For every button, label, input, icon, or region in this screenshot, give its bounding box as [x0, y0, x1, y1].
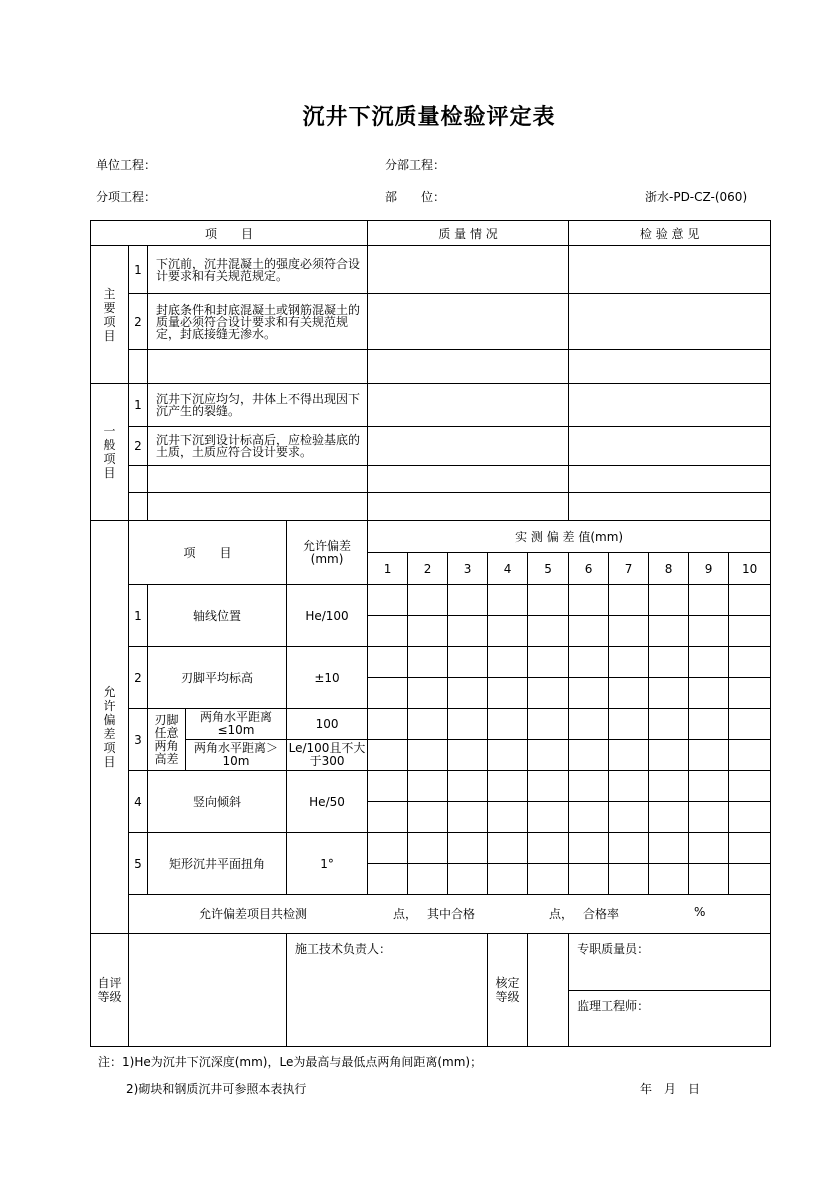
measure-cell[interactable] [488, 864, 528, 895]
measure-cell[interactable] [448, 802, 488, 833]
verify-grade[interactable] [528, 934, 569, 1047]
measure-col-header: 4 [488, 553, 528, 585]
measure-cell[interactable] [649, 740, 689, 771]
opinion-cell[interactable] [569, 294, 771, 350]
main-items-label: 主 要 项 目 [91, 246, 129, 384]
measure-cell[interactable] [649, 678, 689, 709]
measure-cell[interactable] [368, 585, 408, 616]
tolerance-items-label: 允 许 偏 差 项 目 [91, 521, 129, 934]
measure-cell[interactable] [569, 647, 609, 678]
measure-cell[interactable] [569, 585, 609, 616]
empty-cell [129, 493, 148, 521]
empty-cell [129, 350, 148, 384]
measure-cell[interactable] [448, 771, 488, 802]
measure-cell[interactable] [729, 833, 771, 864]
measure-cell[interactable] [528, 647, 569, 678]
measure-cell[interactable] [649, 802, 689, 833]
measure-cell[interactable] [569, 678, 609, 709]
measure-cell[interactable] [448, 678, 488, 709]
summary-rate-label: 合格率 [583, 907, 620, 921]
measure-cell[interactable] [408, 802, 448, 833]
measure-cell[interactable] [488, 833, 528, 864]
measure-cell[interactable] [729, 585, 771, 616]
measure-cell[interactable] [729, 771, 771, 802]
measure-cell[interactable] [609, 616, 649, 647]
measure-cell[interactable] [609, 802, 649, 833]
tol-row3-group: 刃脚 任意 两角 高差 [148, 709, 186, 771]
measure-cell[interactable] [488, 709, 528, 740]
tol-row3-sub2-name: 两角水平距离＞10m [186, 740, 287, 771]
general-item-no: 1 [129, 384, 148, 427]
quality-cell[interactable] [368, 350, 569, 384]
tol-row-no: 2 [129, 647, 148, 709]
tol-row3-sub2-allow: Le/100且不大于300 [287, 740, 368, 771]
measure-cell[interactable] [408, 740, 448, 771]
empty-cell [148, 493, 368, 521]
measure-cell[interactable] [569, 864, 609, 895]
measure-cell[interactable] [368, 647, 408, 678]
measure-cell[interactable] [528, 585, 569, 616]
measure-cell[interactable] [368, 678, 408, 709]
measure-col-header: 8 [649, 553, 689, 585]
measure-cell[interactable] [649, 771, 689, 802]
measure-cell[interactable] [689, 833, 729, 864]
measure-cell[interactable] [729, 647, 771, 678]
tol-row-no: 3 [129, 709, 148, 771]
col-opinion-header: 检 验 意 见 [569, 221, 771, 246]
opinion-cell[interactable] [569, 427, 771, 466]
main-item-text: 下沉前，沉井混凝土的强度必须符合设计要求和有关规范规定。 [148, 246, 368, 294]
measure-cell[interactable] [649, 647, 689, 678]
measure-cell[interactable] [488, 802, 528, 833]
measure-cell[interactable] [448, 833, 488, 864]
general-item-text: 沉井下沉应均匀，井体上不得出现因下沉产生的裂缝。 [148, 384, 368, 427]
tol-row-allow: He/50 [287, 771, 368, 833]
measure-cell[interactable] [408, 833, 448, 864]
tech-lead-cell[interactable] [287, 934, 488, 1047]
measure-cell[interactable] [609, 678, 649, 709]
measure-cell[interactable] [488, 585, 528, 616]
measure-col-header: 2 [408, 553, 448, 585]
measure-col-header: 3 [448, 553, 488, 585]
measure-cell[interactable] [609, 864, 649, 895]
opinion-cell[interactable] [569, 384, 771, 427]
summary-qualified-label: 其中合格 [427, 907, 476, 921]
measure-cell[interactable] [528, 802, 569, 833]
opinion-cell[interactable] [569, 493, 771, 521]
sub-division-label: 分部工程： [385, 158, 446, 172]
tol-row-no: 1 [129, 585, 148, 647]
measure-cell[interactable] [569, 740, 609, 771]
measure-cell[interactable] [649, 585, 689, 616]
measure-cell[interactable] [689, 740, 729, 771]
position-label: 部 位： [385, 190, 446, 204]
measure-cell[interactable] [408, 647, 448, 678]
opinion-cell[interactable] [569, 350, 771, 384]
col-quality-header: 质 量 情 况 [368, 221, 569, 246]
quality-cell[interactable] [368, 427, 569, 466]
measure-cell[interactable] [569, 802, 609, 833]
tol-row-allow: He/100 [287, 585, 368, 647]
measure-cell[interactable] [528, 864, 569, 895]
measure-cell[interactable] [368, 771, 408, 802]
measure-cell[interactable] [368, 833, 408, 864]
self-eval-label: 自评 等级 [91, 934, 129, 1047]
measure-cell[interactable] [689, 709, 729, 740]
measure-cell[interactable] [729, 864, 771, 895]
measure-cell[interactable] [408, 585, 448, 616]
measure-cell[interactable] [609, 585, 649, 616]
col-item-header: 项 目 [91, 221, 368, 246]
measure-cell[interactable] [729, 709, 771, 740]
unit-project-label: 单位工程： [96, 158, 157, 172]
measure-cell[interactable] [689, 647, 729, 678]
tol-row-name: 矩形沉井平面扭角 [148, 833, 287, 895]
quality-cell[interactable] [368, 493, 569, 521]
measure-cell[interactable] [368, 864, 408, 895]
measure-cell[interactable] [488, 647, 528, 678]
summary-total-label: 允许偏差项目共检测 [199, 907, 308, 921]
main-item-no: 2 [129, 294, 148, 350]
measure-cell[interactable] [408, 616, 448, 647]
measure-cell[interactable] [609, 833, 649, 864]
quality-cell[interactable] [368, 246, 569, 294]
measure-cell[interactable] [448, 740, 488, 771]
measure-cell[interactable] [649, 833, 689, 864]
measure-cell[interactable] [488, 740, 528, 771]
measure-cell[interactable] [689, 771, 729, 802]
measure-cell[interactable] [408, 864, 448, 895]
empty-cell [148, 466, 368, 493]
summary-percent-label: % [694, 905, 706, 919]
general-item-no: 2 [129, 427, 148, 466]
note-2: 2)砌块和钢质沉井可参照本表执行 [126, 1082, 307, 1096]
supervisor-cell[interactable] [569, 991, 771, 1047]
tech-lead-label: 施工技术负责人： [295, 942, 392, 956]
measure-cell[interactable] [729, 678, 771, 709]
measure-col-header: 9 [689, 553, 729, 585]
measure-cell[interactable] [528, 678, 569, 709]
measured-header: 实 测 偏 差 值(mm) [368, 521, 771, 553]
self-eval-grade[interactable] [129, 934, 287, 1047]
tol-row-name: 轴线位置 [148, 585, 287, 647]
measure-cell[interactable] [448, 585, 488, 616]
measure-cell[interactable] [528, 771, 569, 802]
measure-cell[interactable] [569, 833, 609, 864]
form-code: 浙水-PD-CZ-(060) [645, 190, 748, 204]
measure-cell[interactable] [609, 709, 649, 740]
item-project-label: 分项工程： [96, 190, 157, 204]
measure-cell[interactable] [528, 740, 569, 771]
measure-cell[interactable] [528, 709, 569, 740]
measure-cell[interactable] [408, 678, 448, 709]
tol-row-no: 5 [129, 833, 148, 895]
measure-cell[interactable] [448, 709, 488, 740]
measure-col-header: 1 [368, 553, 408, 585]
date-label: 年 月 日 [640, 1082, 701, 1096]
measure-cell[interactable] [649, 864, 689, 895]
measure-cell[interactable] [368, 740, 408, 771]
measure-cell[interactable] [368, 616, 408, 647]
supervisor-label: 监理工程师： [577, 999, 650, 1013]
evaluation-table [90, 220, 771, 1047]
measure-cell[interactable] [569, 616, 609, 647]
measure-cell[interactable] [609, 647, 649, 678]
measure-col-header: 5 [528, 553, 569, 585]
measure-cell[interactable] [689, 616, 729, 647]
opinion-cell[interactable] [569, 466, 771, 493]
measure-cell[interactable] [569, 771, 609, 802]
measure-cell[interactable] [729, 740, 771, 771]
measure-cell[interactable] [448, 616, 488, 647]
measure-cell[interactable] [649, 709, 689, 740]
tol-row3-sub1-allow: 100 [287, 709, 368, 740]
page-title: 沉井下沉质量检验评定表 [302, 105, 556, 130]
verify-label: 核定 等级 [488, 934, 528, 1047]
tol-row-allow: 1° [287, 833, 368, 895]
tol-item-header: 项 目 [129, 521, 287, 585]
measure-cell[interactable] [448, 864, 488, 895]
measure-cell[interactable] [488, 616, 528, 647]
measure-cell[interactable] [368, 802, 408, 833]
measure-col-header: 6 [569, 553, 609, 585]
tol-row-allow: ±10 [287, 647, 368, 709]
measure-cell[interactable] [689, 802, 729, 833]
general-items-label: 一 般 项 目 [91, 384, 129, 521]
measure-cell[interactable] [689, 678, 729, 709]
measure-cell[interactable] [408, 771, 448, 802]
measure-cell[interactable] [689, 585, 729, 616]
measure-cell[interactable] [609, 771, 649, 802]
main-item-text: 封底条件和封底混凝土或钢筋混凝土的质量必须符合设计要求和有关规范规定，封底接缝无渗水。 [148, 294, 368, 350]
empty-cell [129, 466, 148, 493]
quality-cell[interactable] [368, 466, 569, 493]
tol-allow-header: 允许偏差 (mm) [287, 521, 368, 585]
measure-cell[interactable] [448, 647, 488, 678]
measure-col-header: 10 [729, 553, 771, 585]
summary-points-label: 点， [393, 907, 418, 921]
measure-col-header: 7 [609, 553, 649, 585]
measure-cell[interactable] [689, 864, 729, 895]
quality-cell[interactable] [368, 294, 569, 350]
measure-cell[interactable] [729, 616, 771, 647]
measure-cell[interactable] [488, 678, 528, 709]
measure-cell[interactable] [609, 740, 649, 771]
measure-cell[interactable] [368, 709, 408, 740]
measure-cell[interactable] [569, 709, 609, 740]
opinion-cell[interactable] [569, 246, 771, 294]
main-item-no: 1 [129, 246, 148, 294]
tol-row3-sub1-name: 两角水平距离≤10m [186, 709, 287, 740]
measure-cell[interactable] [649, 616, 689, 647]
measure-cell[interactable] [488, 771, 528, 802]
measure-cell[interactable] [528, 833, 569, 864]
summary-points2-label: 点， [549, 907, 574, 921]
tol-row-no: 4 [129, 771, 148, 833]
quality-officer-cell[interactable] [569, 934, 771, 991]
empty-cell [148, 350, 368, 384]
general-item-text: 沉井下沉到设计标高后，应检验基底的土质，土质应符合设计要求。 [148, 427, 368, 466]
quality-cell[interactable] [368, 384, 569, 427]
measure-cell[interactable] [729, 802, 771, 833]
measure-cell[interactable] [408, 709, 448, 740]
note-1: 注：1)He为沉井下沉深度(mm)，Le为最高与最低点两角间距离(mm)； [98, 1055, 483, 1069]
tol-row-name: 刃脚平均标高 [148, 647, 287, 709]
summary-row [129, 895, 771, 934]
tol-row-name: 竖向倾斜 [148, 771, 287, 833]
measure-cell[interactable] [528, 616, 569, 647]
quality-officer-label: 专职质量员： [577, 942, 650, 956]
